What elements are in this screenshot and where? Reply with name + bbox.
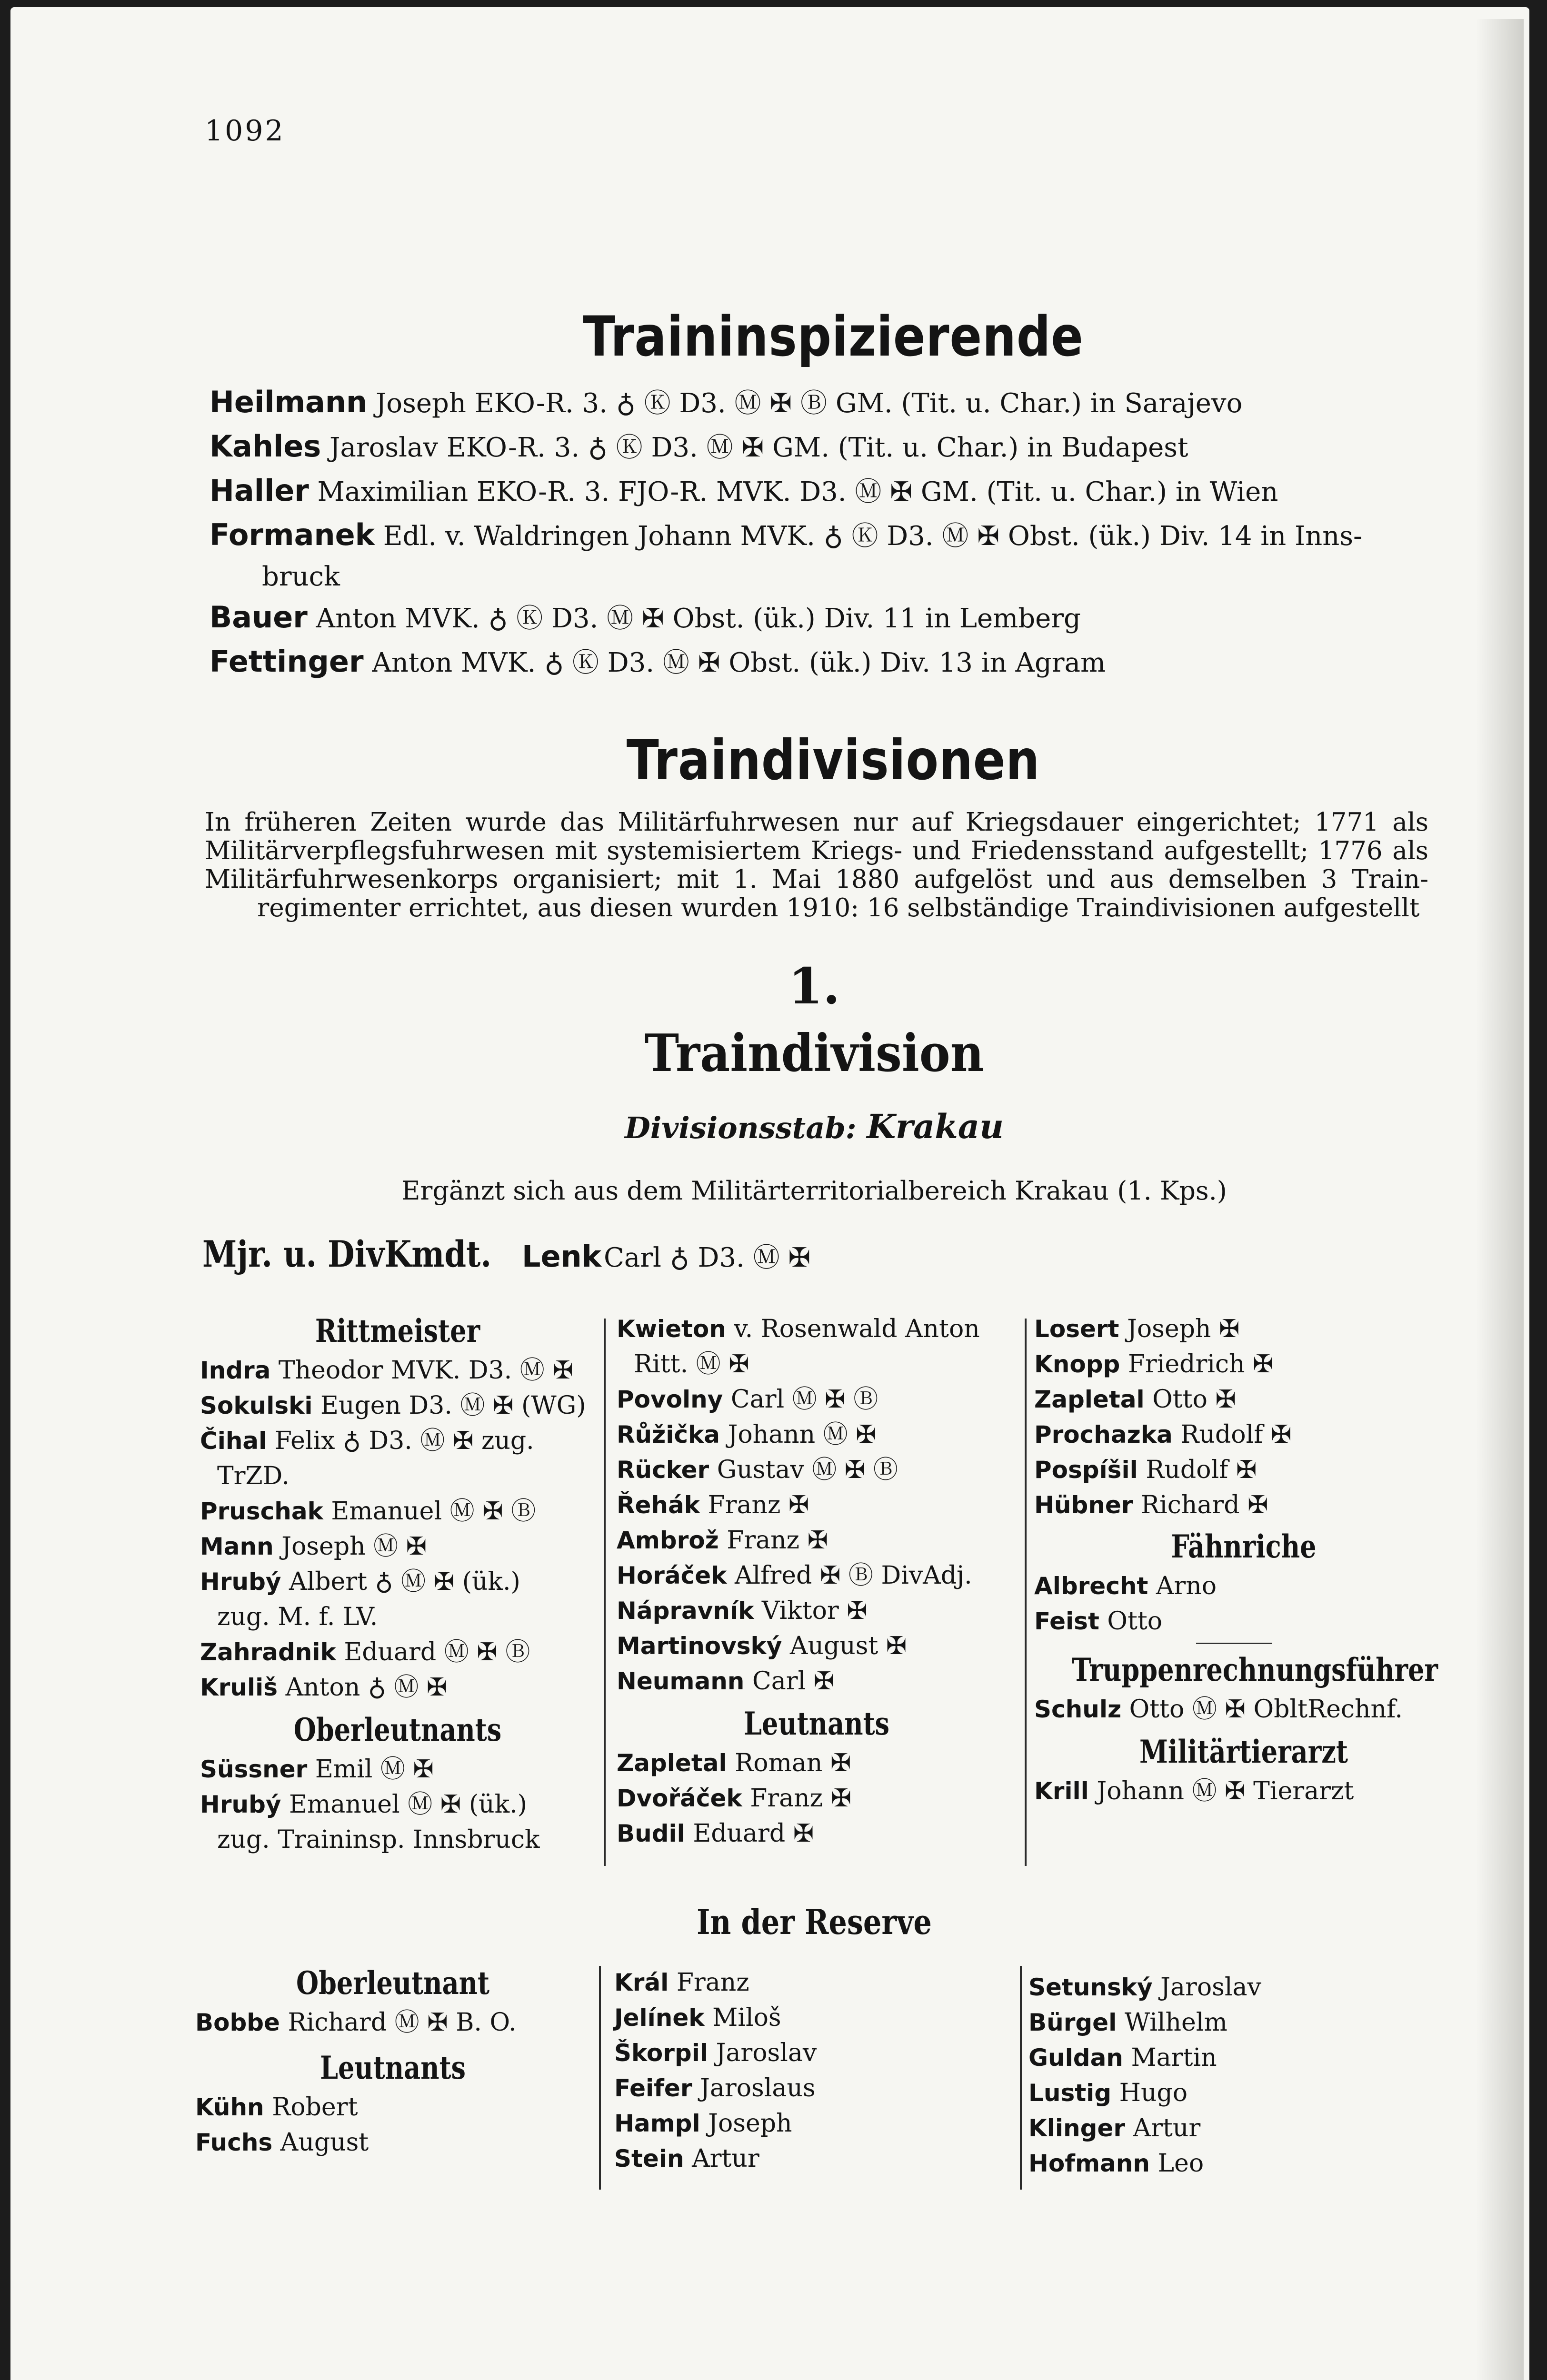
list-item	[614, 2071, 1014, 2106]
surname: Hofmann	[1028, 2150, 1150, 2177]
reserve-column-2	[614, 1965, 1014, 2176]
given-and-decorations: Arno	[1156, 1572, 1217, 1600]
inspector-continuation: bruck	[262, 561, 340, 592]
intro-line: In früheren Zeiten wurde das Militärfuhrwesen nur auf Kriegsdauer eingerichtet; 1771 als	[205, 808, 1428, 837]
given-and-decorations: Miloš	[712, 2003, 781, 2032]
inspector-surname: Formanek	[210, 517, 375, 552]
section-title-traininspizierende: Traininspizierende	[583, 305, 1084, 369]
inspector-entry	[210, 640, 1457, 684]
rittmeister-list	[200, 1353, 595, 1705]
given-and-decorations: Eduard Ⓜ ✠ Ⓑ	[344, 1638, 530, 1666]
surname: Král	[614, 1969, 669, 1996]
surname: Škorpil	[614, 2039, 708, 2067]
list-item	[195, 2005, 590, 2040]
column-3	[1034, 1311, 1453, 1809]
list-item	[195, 2125, 590, 2160]
list-item	[617, 1593, 1017, 1628]
inspector-details: Anton MVK. ♁ Ⓚ D3. Ⓜ ✠ Obst. (ük.) Div. 11 in Lemberg	[316, 603, 1081, 634]
short-rule	[1196, 1643, 1272, 1644]
reserve-column-3	[1028, 1970, 1447, 2181]
given-and-decorations: Felix ♁ D3. Ⓜ ✠ zug.	[274, 1427, 534, 1455]
given-and-decorations: Viktor ✠	[761, 1597, 868, 1625]
column-2	[617, 1311, 1017, 1851]
surname: Fuchs	[195, 2129, 273, 2156]
given-and-decorations: August ✠	[789, 1632, 907, 1660]
list-item	[1034, 1488, 1453, 1523]
list-item	[617, 1745, 1017, 1781]
given-and-decorations: TrZD.	[217, 1462, 290, 1490]
surname: Kruliš	[200, 1674, 278, 1701]
division-number: 1.	[788, 957, 840, 1015]
list-item	[617, 1488, 1017, 1523]
heading-rittmeister: Rittmeister	[315, 1312, 480, 1349]
surname: Hrubý	[200, 1568, 281, 1596]
given-and-decorations: Carl Ⓜ ✠ Ⓑ	[730, 1385, 878, 1414]
given-and-decorations: Johann Ⓜ ✠ Tierarzt	[1097, 1777, 1354, 1805]
list-item	[614, 1965, 1014, 2000]
stab-place: Krakau	[867, 1107, 1004, 1146]
list-item	[1034, 1382, 1453, 1417]
list-item	[617, 1311, 1017, 1347]
surname: Pospíšil	[1034, 1456, 1138, 1484]
reserve-col3-list	[1028, 1970, 1447, 2181]
heading-reserve-leutnants: Leutnants	[319, 2049, 466, 2086]
heading-oberleutnants: Oberleutnants	[293, 1711, 502, 1748]
given-and-decorations: Franz ✠	[708, 1491, 809, 1519]
surname: Knopp	[1034, 1350, 1120, 1378]
inspector-entry	[210, 469, 1457, 514]
list-item	[200, 1822, 595, 1857]
heading-oberleutnant: Oberleutnant	[296, 1964, 490, 2002]
inspector-entry	[210, 514, 1457, 558]
surname: Budil	[617, 1820, 685, 1847]
list-item	[617, 1781, 1017, 1816]
surname: Dvořáček	[617, 1785, 742, 1812]
inspector-surname: Bauer	[210, 600, 308, 635]
intro-line: Militärfuhrwesenkorps organisiert; mit 1. Mai 1880 aufgelöst und aus demselben 3 Train-	[205, 865, 1428, 894]
column-rule	[1025, 1319, 1027, 1866]
list-item	[617, 1664, 1017, 1699]
inspector-entry	[210, 425, 1457, 469]
surname: Povolny	[617, 1386, 723, 1413]
given-and-decorations: Artur	[1133, 2114, 1201, 2142]
given-and-decorations: Franz ✠	[727, 1526, 828, 1555]
arzt-list	[1034, 1774, 1453, 1809]
given-and-decorations: Ritt. Ⓜ ✠	[634, 1350, 749, 1378]
list-item	[200, 1635, 595, 1670]
given-and-decorations: Hugo	[1119, 2079, 1188, 2107]
surname: Kwieton	[617, 1315, 726, 1343]
surname: Jelínek	[614, 2004, 705, 2032]
list-item	[1028, 2146, 1447, 2181]
list-item	[200, 1388, 595, 1423]
given-and-decorations: August	[280, 2128, 369, 2157]
surname: Lustig	[1028, 2079, 1112, 2107]
given-and-decorations: Franz ✠	[750, 1784, 852, 1813]
column-rule	[1020, 1966, 1022, 2190]
surname: Stein	[614, 2145, 684, 2172]
surname: Guldan	[1028, 2044, 1123, 2072]
inspector-surname: Kahles	[210, 429, 321, 464]
given-and-decorations: Richard Ⓜ ✠ B. O.	[288, 2008, 517, 2037]
surname: Zapletal	[1034, 1386, 1145, 1413]
surname: Zapletal	[617, 1749, 727, 1777]
commander-name: Lenk	[522, 1239, 601, 1274]
list-item	[200, 1423, 595, 1458]
list-item	[200, 1564, 595, 1599]
given-and-decorations: Emil Ⓜ ✠	[315, 1755, 434, 1784]
surname: Hübner	[1034, 1491, 1133, 1519]
given-and-decorations: Robert	[272, 2093, 358, 2122]
reserve-title: In der Reserve	[697, 1902, 932, 1942]
inspector-surname: Fettinger	[210, 644, 364, 679]
column-rule	[604, 1319, 606, 1866]
surname: Řehák	[617, 1491, 700, 1519]
given-and-decorations: Jaroslaus	[700, 2074, 816, 2102]
reserve-lt-list	[195, 2090, 590, 2160]
given-and-decorations: Roman ✠	[735, 1749, 851, 1777]
list-item	[200, 1529, 595, 1564]
given-and-decorations: Joseph Ⓜ ✠	[281, 1532, 427, 1561]
inspector-surname: Haller	[210, 473, 309, 508]
given-and-decorations: Alfred ✠ Ⓑ DivAdj.	[734, 1561, 972, 1590]
intro-paragraph	[205, 808, 1428, 922]
surname: Hrubý	[200, 1791, 281, 1818]
given-and-decorations: Friedrich ✠	[1128, 1350, 1274, 1378]
given-and-decorations: Jaroslav	[716, 2039, 817, 2067]
stab-label: Divisionsstab:	[624, 1111, 857, 1145]
list-item	[200, 1353, 595, 1388]
surname: Nápravník	[617, 1597, 754, 1625]
given-and-decorations: Albert ♁ Ⓜ ✠ (ük.)	[289, 1567, 520, 1596]
surname: Ambrož	[617, 1527, 719, 1554]
list-item	[1034, 1568, 1453, 1604]
surname: Zahradnik	[200, 1638, 336, 1666]
heading-leutnants: Leutnants	[743, 1705, 890, 1742]
list-item	[200, 1670, 595, 1705]
given-and-decorations: Rudolf ✠	[1180, 1420, 1292, 1449]
surname: Rücker	[617, 1456, 709, 1484]
inspector-surname: Heilmann	[210, 385, 368, 419]
list-item	[1034, 1452, 1453, 1488]
given-and-decorations: zug. Traininsp. Innsbruck	[217, 1825, 540, 1854]
reserve-oblt-list	[195, 2005, 590, 2040]
list-item	[617, 1523, 1017, 1558]
list-item	[617, 1382, 1017, 1417]
surname: Losert	[1034, 1315, 1119, 1343]
given-and-decorations: Martin	[1131, 2043, 1217, 2072]
reserve-col2-list	[614, 1965, 1014, 2176]
list-item	[1034, 1417, 1453, 1452]
inspector-entry	[210, 381, 1457, 425]
surname: Čihal	[200, 1427, 267, 1455]
inspector-entry	[210, 596, 1457, 640]
given-and-decorations: Richard ✠	[1140, 1491, 1268, 1519]
heading-militartierarzt: Militärtierarzt	[1139, 1733, 1348, 1770]
given-and-decorations: Franz	[676, 1968, 749, 1997]
column-rule	[599, 1966, 601, 2190]
surname: Bürgel	[1028, 2009, 1117, 2036]
list-item	[617, 1558, 1017, 1593]
surname: Horáček	[617, 1562, 727, 1589]
list-item	[1034, 1774, 1453, 1809]
column-3-list	[1034, 1311, 1453, 1523]
given-and-decorations: zug. M. f. LV.	[217, 1603, 378, 1631]
list-item	[1034, 1604, 1453, 1639]
surname: Sokulski	[200, 1392, 313, 1419]
inspector-details: Joseph EKO-R. 3. ♁ Ⓚ D3. Ⓜ ✠ Ⓑ GM. (Tit. u. Char.) in Sarajevo	[375, 388, 1243, 419]
erganzt-line: Ergänzt sich aus dem Militärterritorialbereich Krakau (1. Kps.)	[401, 1176, 1227, 1206]
given-and-decorations: Theodor MVK. D3. Ⓜ ✠	[278, 1356, 573, 1385]
given-and-decorations: Joseph	[708, 2109, 792, 2138]
given-and-decorations: Otto Ⓜ ✠ ObltRechnf.	[1129, 1695, 1403, 1724]
division-name: Traindivision	[644, 1023, 984, 1083]
list-item	[614, 2106, 1014, 2141]
given-and-decorations: Joseph ✠	[1127, 1315, 1240, 1343]
surname: Süssner	[200, 1755, 308, 1783]
oberleutnants-list	[200, 1752, 595, 1857]
surname: Martinovský	[617, 1632, 782, 1660]
list-item	[1034, 1347, 1453, 1382]
list-item	[614, 2141, 1014, 2176]
commander-rest: Carl ♁ D3. Ⓜ ✠	[604, 1242, 811, 1273]
given-and-decorations: Anton ♁ Ⓜ ✠	[285, 1673, 448, 1702]
commander-rank: Mjr. u. DivKmdt.	[202, 1233, 492, 1275]
surname: Pruschak	[200, 1497, 323, 1525]
given-and-decorations: Carl ✠	[752, 1667, 835, 1696]
given-and-decorations: Artur	[692, 2144, 759, 2173]
list-item	[200, 1494, 595, 1529]
surname: Krill	[1034, 1777, 1089, 1805]
page-edge-shadow	[1476, 19, 1524, 2380]
surname: Albrecht	[1034, 1572, 1148, 1600]
column-2-list	[617, 1311, 1017, 1699]
heading-fahnriche: Fähnriche	[1171, 1528, 1317, 1565]
list-item	[1034, 1311, 1453, 1347]
surname: Neumann	[617, 1667, 745, 1695]
surname: Kühn	[195, 2093, 264, 2121]
inspectors-list	[210, 381, 1457, 684]
given-and-decorations: Otto	[1107, 1607, 1163, 1636]
surname: Prochazka	[1034, 1421, 1173, 1448]
list-item	[617, 1628, 1017, 1664]
leutnants-list	[617, 1745, 1017, 1851]
list-item	[1028, 2111, 1447, 2146]
inspector-details: Anton MVK. ♁ Ⓚ D3. Ⓜ ✠ Obst. (ük.) Div. 13 in Agram	[372, 647, 1106, 678]
given-and-decorations: Jaroslav	[1160, 1973, 1261, 2002]
given-and-decorations: Emanuel Ⓜ ✠ (ük.)	[289, 1790, 527, 1819]
list-item	[195, 2090, 590, 2125]
list-item	[614, 2000, 1014, 2035]
given-and-decorations: v. Rosenwald Anton	[734, 1315, 980, 1343]
list-item	[200, 1458, 595, 1494]
list-item	[200, 1752, 595, 1787]
page-number: 1092	[205, 114, 285, 148]
surname: Mann	[200, 1533, 274, 1560]
inspector-details: Jaroslav EKO-R. 3. ♁ Ⓚ D3. Ⓜ ✠ GM. (Tit. u. Char.) in Budapest	[329, 432, 1188, 463]
list-item	[1028, 2075, 1447, 2111]
surname: Bobbe	[195, 2009, 280, 2036]
given-and-decorations: Otto ✠	[1152, 1385, 1236, 1414]
given-and-decorations: Gustav Ⓜ ✠ Ⓑ	[717, 1456, 898, 1484]
given-and-decorations: Johann Ⓜ ✠	[728, 1420, 877, 1449]
list-item	[617, 1347, 1017, 1382]
list-item	[617, 1816, 1017, 1851]
reserve-column-1	[195, 1961, 590, 2160]
surname: Schulz	[1034, 1696, 1122, 1723]
heading-truppenrechnungsfuhrer: Truppenrechnungsführer	[1072, 1651, 1438, 1688]
section-title-traindivisionen: Traindivisionen	[626, 728, 1040, 793]
inspector-details: Maximilian EKO-R. 3. FJO-R. MVK. D3. Ⓜ ✠ GM. (Tit. u. Char.) in Wien	[317, 476, 1278, 507]
commander-line	[202, 1233, 810, 1275]
surname: Klinger	[1028, 2114, 1125, 2142]
surname: Feifer	[614, 2074, 692, 2102]
surname: Indra	[200, 1357, 271, 1384]
list-item	[1034, 1692, 1453, 1727]
list-item	[1028, 2040, 1447, 2075]
list-item	[200, 1787, 595, 1822]
given-and-decorations: Eugen D3. Ⓜ ✠ (WG)	[320, 1391, 586, 1420]
list-item	[200, 1599, 595, 1635]
surname: Růžička	[617, 1421, 720, 1448]
list-item	[614, 2035, 1014, 2071]
inspector-details: Edl. v. Waldringen Johann MVK. ♁ Ⓚ D3. Ⓜ ✠ Obst. (ük.) Div. 14 in Inns-	[383, 521, 1362, 552]
given-and-decorations: Leo	[1158, 2149, 1204, 2178]
given-and-decorations: Rudolf ✠	[1146, 1456, 1257, 1484]
column-1	[200, 1309, 595, 1857]
surname: Feist	[1034, 1607, 1099, 1635]
truppen-list	[1034, 1692, 1453, 1727]
surname: Setunský	[1028, 1973, 1153, 2001]
divisionsstab	[210, 1107, 1419, 1146]
list-item	[617, 1417, 1017, 1452]
fahnriche-list	[1034, 1568, 1453, 1639]
surname: Hampl	[614, 2110, 700, 2137]
intro-line: regimenter errichtet, aus diesen wurden 1910: 16 selbständige Traindivisionen aufgestellt	[257, 893, 1420, 922]
list-item	[1028, 2005, 1447, 2040]
given-and-decorations: Eduard ✠	[693, 1819, 814, 1848]
list-item	[1028, 1970, 1447, 2005]
given-and-decorations: Emanuel Ⓜ ✠ Ⓑ	[331, 1497, 536, 1526]
given-and-decorations: Wilhelm	[1124, 2008, 1228, 2037]
list-item	[617, 1452, 1017, 1488]
intro-line: Militärverpflegsfuhrwesen mit systemisiertem Kriegs- und Friedensstand aufgestellt; 1776 als	[205, 836, 1428, 865]
